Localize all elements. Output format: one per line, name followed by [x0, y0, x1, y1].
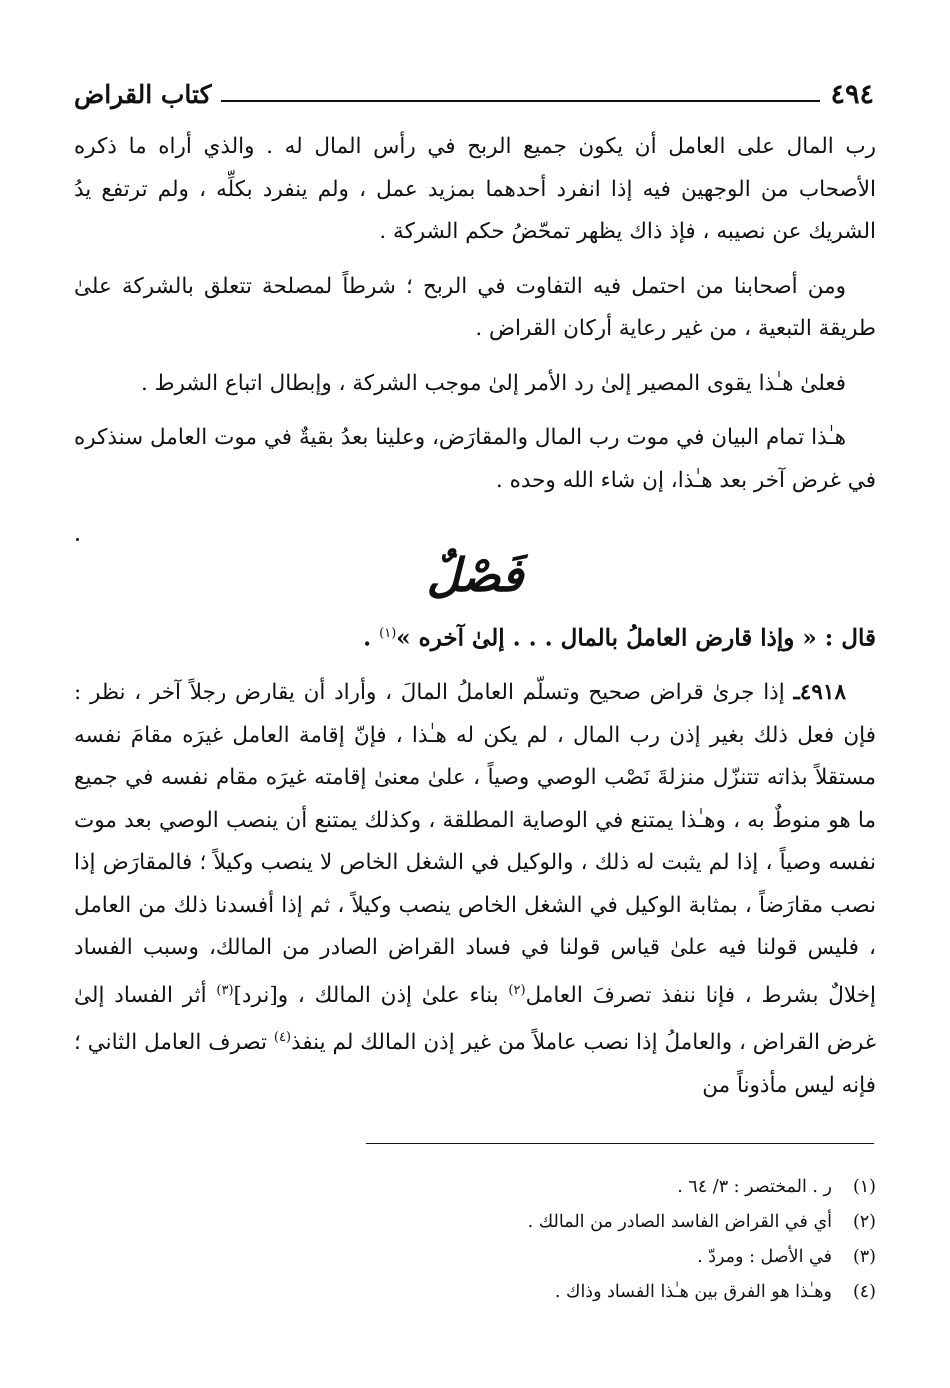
text-segment: إذا جرىٰ قراض صحيح وتسلّم العاملُ المالَ ، وأراد أن يقارض رجلاً آخر ، نظر : فإن فعل ذلك بغير إذن رب المال ، لم يكن له هـٰذا ، فإنّ إقامة العامل غيرَه مقامَ نفسه مستقلاً بذاته تتنزّل منزلةَ نَصْب الوصي وصياً ، علىٰ معنىٰ إقامته غيرَه مقام نفسه في جميع ما هو منوطٌ به ، وهـٰذا يمتنع في الوصاية المطلقة ، وكذلك يمتنع أن ينصب الوصي بعد موت نفسه وصياً ، إذا لم يثبت له ذلك ، والوكيل في الشغل الخاص لا ينصب وكيلاً ؛ فالمقارَض إذا نصب مقارَضاً ، بمثابة الوكيل في الشغل الخاص ينصب وكيلاً ، ثم إذا أفسدنا ذلك من العامل ، فليس قولنا فيه علىٰ قياس قولنا في فساد القراض الصادر من المالك، وسبب الفساد إخلالٌ بشرط ، فإنا ننفذ تصرفَ العامل — [74, 680, 876, 1008]
footnotes — [74, 1170, 876, 1310]
footnote-text: أي في القراض الفاسد الصادر من المالك . — [527, 1212, 832, 1232]
quote-text: قال : « وإذا قارض العاملُ بالمال . . . إلىٰ آخره » — [396, 624, 876, 652]
page-number: ٤٩٤ — [830, 78, 874, 110]
footnote-rule — [366, 1143, 874, 1144]
quote-line — [74, 612, 876, 661]
main-text-block — [74, 672, 876, 1107]
footnote-number: (٣) — [852, 1247, 876, 1267]
header-rule — [221, 100, 820, 102]
footnote-ref: (٣) — [216, 982, 234, 998]
footnote — [74, 1275, 876, 1310]
footnote-text: ر . المختصر : ٣/ ٦٤ . — [677, 1177, 832, 1197]
quote-end: . — [363, 624, 380, 652]
paragraph: رب المال على العامل أن يكون جميع الربح في رأس المال له . والذي أراه ما ذكره الأصحاب من الوجهين فيه إذا انفرد أحدهما بمزيد عمل ، ولم ينفرد بكلِّه ، ولم ترتفع يدُ الشريك عن نصيبه ، فإذ ذاك يظهر تمحّضُ حكم الشركة . — [74, 134, 876, 244]
text-segment: بناء علىٰ إذن المالك ، و[نرد] — [233, 982, 509, 1008]
footnote-number: (٤) — [852, 1282, 876, 1302]
top-text-block — [74, 126, 876, 502]
paragraph: فعلىٰ هـٰذا يقوى المصير إلىٰ رد الأمر إلىٰ موجب الشركة ، وإبطال اتباع الشرط . — [140, 370, 846, 396]
footnote — [74, 1205, 876, 1240]
paragraph-number: ٤٩١٨ـ — [793, 680, 846, 705]
paragraph: هـٰذا تمام البيان في موت رب المال والمقارَض، وعلينا بعدُ بقيةٌ في موت العامل سنذكره في غرض آخر بعد هـٰذا، إن شاء الله وحده . — [74, 425, 876, 493]
footnote-ref: (٢) — [508, 982, 526, 998]
footnote-ref: (١) — [379, 626, 397, 641]
stray-mark — [76, 538, 79, 541]
footnote-number: (٢) — [852, 1212, 876, 1232]
footnote — [74, 1170, 876, 1205]
footnote-text: في الأصل : ومردّ . — [697, 1247, 832, 1267]
footnote — [74, 1240, 876, 1275]
footnote-ref: (٤) — [273, 1030, 292, 1046]
page-header — [74, 74, 874, 114]
text-segment: تصرف العامل الثاني ؛ فإنه ليس مأذوناً من — [74, 1030, 876, 1098]
numbered-paragraph — [74, 672, 876, 1107]
book-title: كتاب القراض — [74, 79, 212, 109]
section-heading: فَصْلٌ — [426, 548, 524, 602]
footnote-number: (١) — [852, 1177, 876, 1197]
text-segment: أثر الفساد إلىٰ غرض القراض ، والعاملُ إذا نصب عاملاً من غير إذن المالك لم ينفذ — [74, 982, 876, 1056]
paragraph: ومن أصحابنا من احتمل فيه التفاوت في الربح ؛ شرطاً لمصلحة تتعلق بالشركة علىٰ طريقة التبعية ، من غير رعاية أركان القراض . — [74, 273, 876, 341]
footnote-text: وهـٰذا هو الفرق بين هـٰذا الفساد وذاك . — [554, 1282, 832, 1302]
